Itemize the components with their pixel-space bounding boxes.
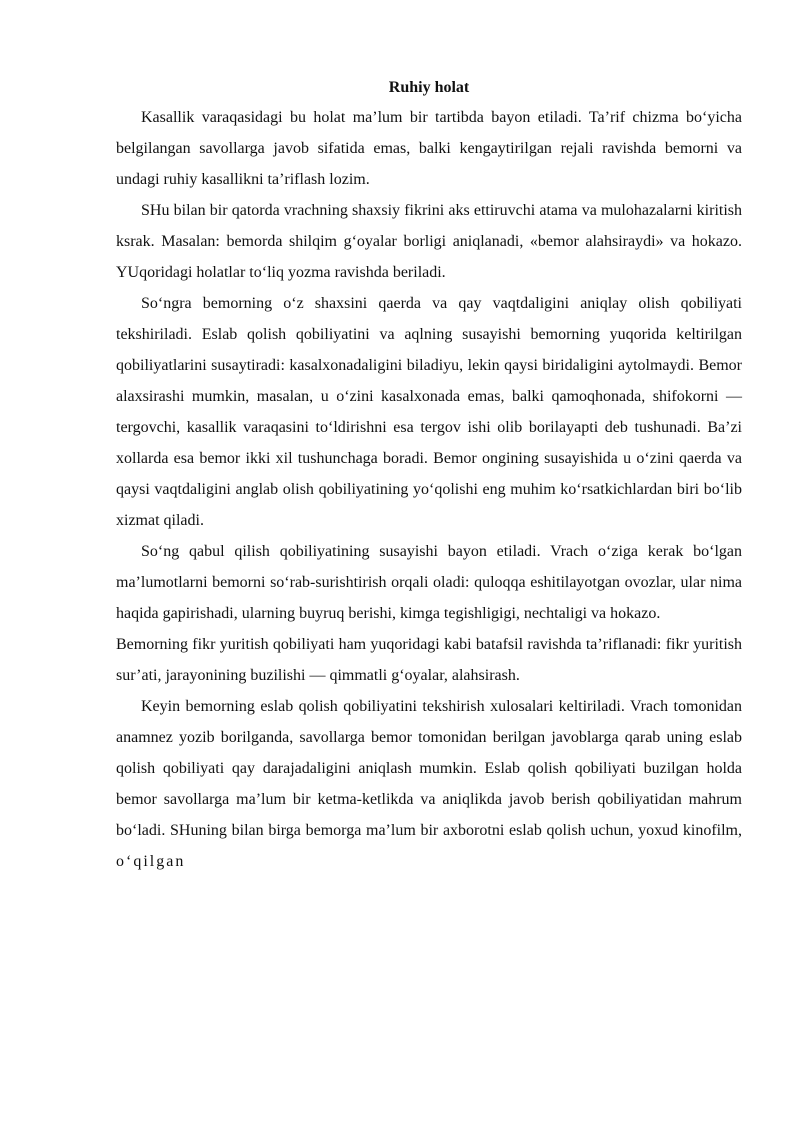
paragraph-5: Bemorning fikr yuritish qobiliyati ham yuqoridagi kabi batafsil ravishda ta’riflanadi: fikr yuritish sur’ati, jarayonining buzilishi — qimmatli g‘oyalar, alahsirash. xyxy=(116,636,742,684)
document-title: Ruhiy holat xyxy=(388,79,470,96)
document-page xyxy=(116,74,742,877)
paragraph-2: SHu bilan bir qatorda vrachning shaxsiy fikrini aks ettiruvchi atama va mulohazalarni kiritish ksrak. Masalan: bemorda shilqim g‘oyalar borligi aniqlanadi, «bemor alahsiraydi» va hokazo. YUqoridagi holatlar to‘liq yozma ravishda beriladi. xyxy=(116,202,742,281)
paragraph-4: So‘ng qabul qilish qobiliyatining susayishi bayon etiladi. Vrach o‘ziga kerak bo‘lgan ma’lumotlarni bemorni so‘rab-surishtirish orqali oladi: quloqqa eshitilayotgan ovozlar, ular nima haqida gapirishadi, ularning buyruq berishi, kimga tegishligigi, nechtaligi va hokazo. xyxy=(116,543,742,622)
paragraph-6 xyxy=(116,691,742,877)
paragraph-6-tail: o‘qilgan xyxy=(116,853,186,870)
paragraph-1: Kasallik varaqasidagi bu holat ma’lum bir tartibda bayon etiladi. Ta’rif chizma bo‘yicha belgilangan savollarga javob sifatida emas, balki kengaytirilgan rejali ravishda bemorni va undagi ruhiy kasallikni ta’riflash lozim. xyxy=(116,109,742,188)
paragraph-6-main: Keyin bemorning eslab qolish qobiliyatini tekshirish xulosalari keltiriladi. Vrach tomonidan anamnez yozib borilganda, savollarga bemor tomonidan berilgan javoblarga qarab uning eslab qolish qobiliyati qay darajadaligini aniqlash mumkin. Eslab qolish qobiliyati buzilgan holda bemor savollarga ma’lum bir ketma-ketlikda va aniqlikda javob berish qobiliyatidan mahrum bo‘ladi. SHuning bilan birga bemorga ma’lum bir axborotni eslab qolish uchun, yoxud kinofilm, xyxy=(116,698,742,839)
paragraph-3: So‘ngra bemorning o‘z shaxsini qaerda va qay vaqtdaligini aniqlay olish qobiliyati tekshiriladi. Eslab qolish qobiliyatini va aqlning susayishi bemorning yuqorida keltirilgan qobiliyatlarini susaytiradi: kasalxonadaligini biladiyu, lekin qaysi biridaligini aytolmaydi. Bemor alaxsirashi mumkin, masalan, u o‘zini kasalxonada emas, balki qamoqhonada, shifokorni — tergovchi, kasallik varaqasini to‘ldirishni esa tergov ishi olib borilayapti deb tushunadi. Ba’zi xollarda esa bemor ikki xil tushunchaga boradi. Bemor ongining susayishida u o‘zini qaerda va qaysi vaqtdaligini anglab olish qobiliyatining yo‘qolishi eng muhim ko‘rsatkichlardan biri bo‘lib xizmat qiladi. xyxy=(116,295,742,529)
